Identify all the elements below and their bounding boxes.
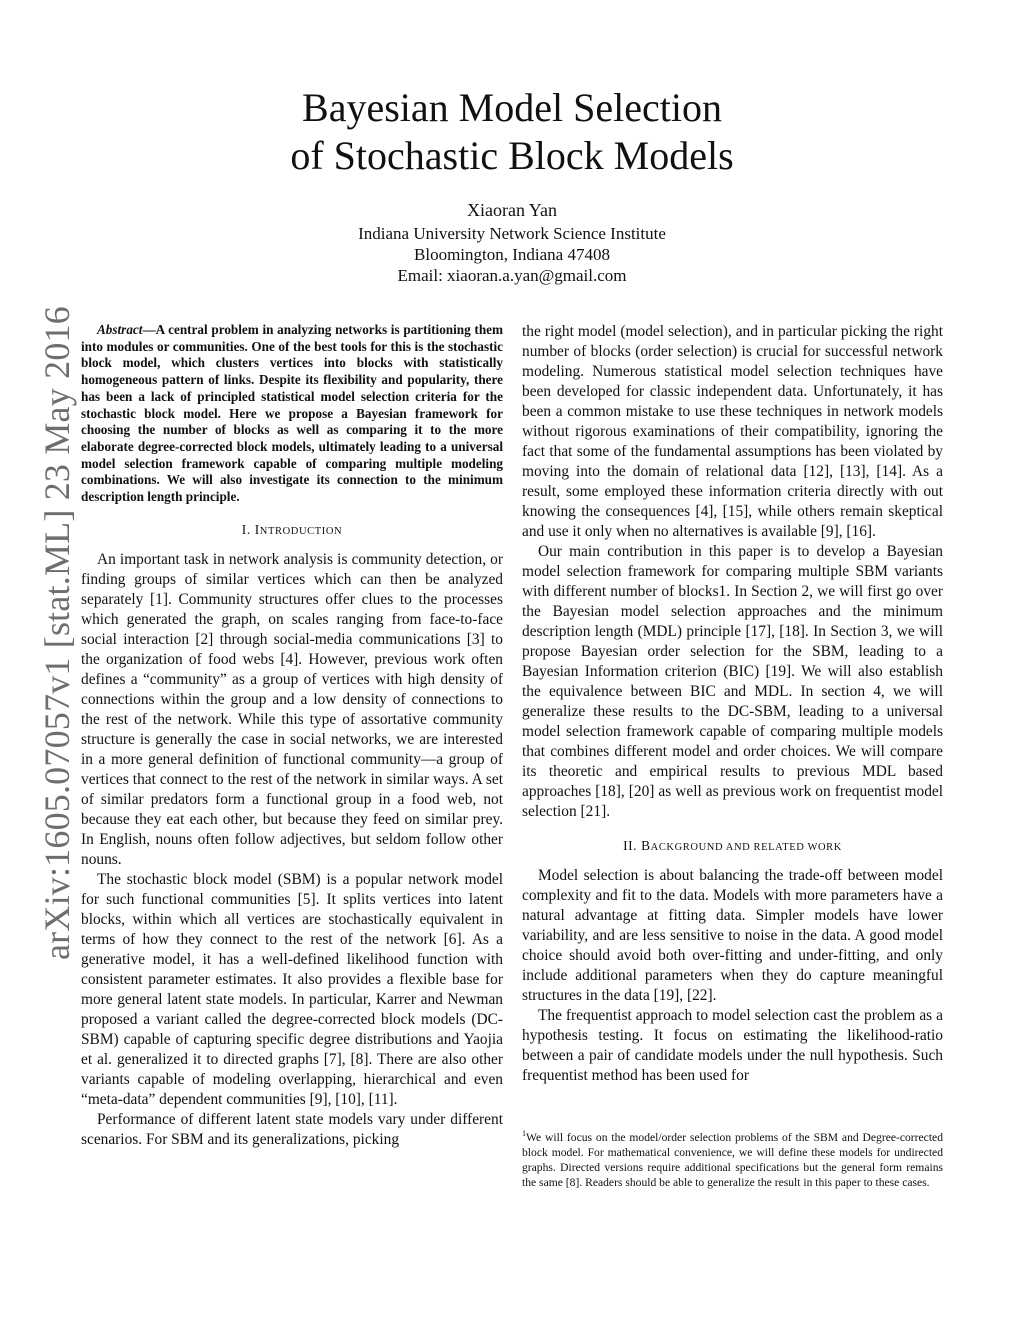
section-initial: B [641, 838, 651, 853]
right-column [522, 322, 943, 1086]
section-initial: I [254, 521, 260, 537]
author-email: Email: xiaoran.a.yan@gmail.com [397, 266, 627, 285]
intro-paragraph-3: Performance of different latent state models vary under different scenarios. For SBM and its generalizations, picking [81, 1110, 503, 1148]
section-title-rest: ACKGROUND AND RELATED WORK [650, 842, 842, 853]
intro-paragraph-2: The stochastic block model (SBM) is a popular network model for such functional communities [5]. It splits vertices into latent blocks, within which all vertices are stochastically equivalent in terms of how they connect to the rest of the network [6]. As a generative model, it has a well-defined likelihood function with consistent parameter estimates. It also provides a flexible base for more general latent state models. In particular, Karrer and Newman proposed a variant called the degree-corrected block models (DC-SBM) capable of capturing specific degree distributions and Yaojia et al. generalized it to directed graphs [7], [8]. There are also other variants capable of modeling overlapping, hierarchical and even “meta-data” dependent communities [9], [10], [11]. [81, 870, 503, 1108]
author-city: Bloomington, Indiana 47408 [414, 245, 610, 264]
section-numeral: I. [241, 521, 251, 537]
section-title-rest: NTRODUCTION [259, 525, 343, 537]
title-line-2: of Stochastic Block Models [290, 133, 734, 178]
left-column [81, 322, 503, 1150]
paper-title [0, 84, 1024, 180]
footnote [522, 1126, 943, 1190]
footnote-mark: 1 [522, 1129, 526, 1138]
footnote-text: We will focus on the model/order selection problems of the SBM and Degree-corrected block model. For mathematical convenience, we will define these models for undirected graphs. Directed versions require additional specifications but the general form remains the same [8]. Readers should be able to generalize the result in this paper to these cases. [522, 1130, 943, 1189]
intro-paragraph-5: Our main contribution in this paper is to develop a Bayesian model selection framework for comparing multiple SBM variants with different number of blocks1. In Section 2, we will first go over the Bayesian model selection approaches and the minimum description length (MDL) principle [17], [18]. In Section 3, we will propose Bayesian order selection for the SBM, leading to a Bayesian Information criterion (BIC) [19]. We will also establish the equivalence between BIC and MDL. In section 4, we will generalize these results to the DC-SBM, leading to a universal model selection framework capable of comparing multiple models that combines different model and order choices. We will compare its theoretic and empirical results to previous MDL based approaches [18], [20] as well as previous work on frequentist model selection [21]. [522, 543, 943, 820]
author-name: Xiaoran Yan [467, 200, 557, 220]
arxiv-identifier: arXiv:1605.07057v1 [stat.ML] 23 May 2016 [37, 306, 77, 960]
section-heading-background [522, 836, 943, 858]
abstract [81, 322, 503, 506]
section-heading-introduction [81, 520, 503, 542]
author-block [0, 200, 1024, 286]
intro-paragraph-4: the right model (model selection), and in particular picking the right number of blocks (order selection) is crucial for successful network modeling. Numerous statistical model selection techniques have been developed for classic independent data. Unfortunately, it has been a common mistake to use these techniques in network models without rigorous examinations of their compatibility, ignoring the fact that some of the fundamental assumptions has been violated by moving into the domain of relational data [12], [13], [14]. As a result, some employed these information criteria directly with out knowing the consequences [4], [15], while others remain skeptical and use it only when no alternatives is available [9], [16]. [522, 323, 943, 540]
intro-paragraph-1: An important task in network analysis is community detection, or finding groups of similar vertices which can then be analyzed separately [1]. Community structures offer clues to the processes which generated the graph, on scales ranging from face-to-face social interaction [2] through social-media communications [3] to the organization of food webs [4]. However, previous work often defines a “community” as a group of vertices with high density of connections within the group and a low density of connections to the rest of the network. While this type of assortative community structure is generally the case in social networks, we are interested in a more general definition of functional community—a group of vertices that connect to the rest of the network in similar ways. A set of similar predators form a functional group in a food web, not because they eat each other, but because they feed on similar prey. In English, nouns often follow adjectives, but seldom follow other nouns. [81, 550, 503, 868]
title-line-1: Bayesian Model Selection [302, 85, 722, 130]
abstract-label: Abstract [97, 322, 143, 337]
section-numeral: II. [623, 838, 638, 853]
background-paragraph-1: Model selection is about balancing the trade-off between model complexity and fit to the data. Models with more parameters have a natural advantage at fitting data. Simpler models have lower variability, and are less sensitive to noise in the data. A good model choice should avoid both over-fitting and under-fitting, and only include additional parameters when they do capture meaningful structures in the data [19], [22]. [522, 867, 943, 1004]
author-affiliation: Indiana University Network Science Institute [358, 224, 666, 243]
background-paragraph-2: The frequentist approach to model selection cast the problem as a hypothesis testing. It focus on estimating the likelihood-ratio between a pair of candidate models under the null hypothesis. Such frequentist method has been used for [522, 1007, 943, 1084]
abstract-text: —A central problem in analyzing networks is partitioning them into modules or communities. One of the best tools for this is the stochastic block model, which clusters vertices into blocks with statistically homogeneous pattern of links. Despite its flexibility and popularity, there has been a lack of principled statistical model selection criteria for the stochastic block model. Here we propose a Bayesian framework for choosing the number of blocks as well as comparing it to the more elaborate degree-corrected block models, ultimately leading to a universal model selection framework capable of comparing multiple modeling combinations. We will also investigate its connection to the minimum description length principle. [81, 322, 503, 505]
